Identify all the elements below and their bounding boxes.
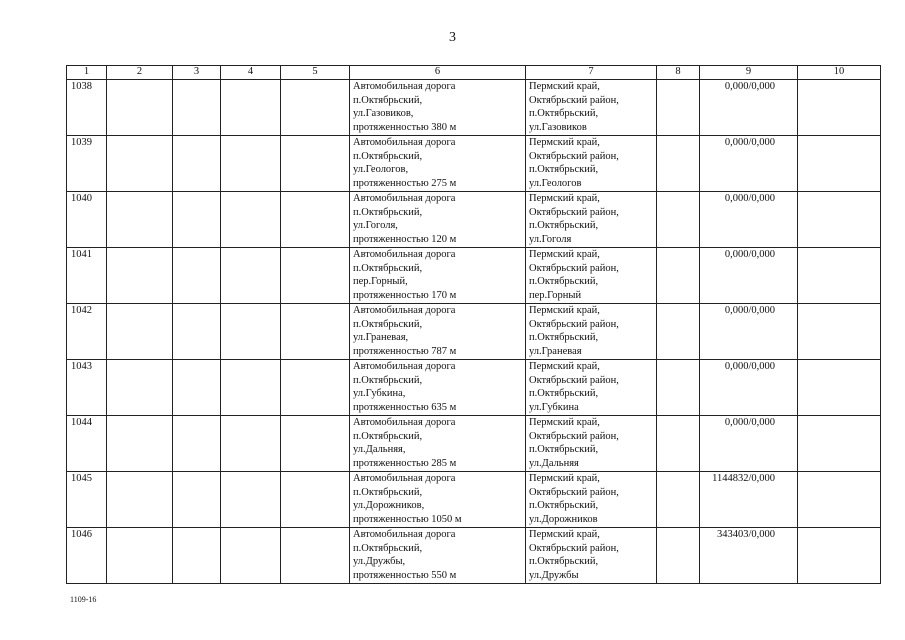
empty-cell <box>798 304 881 360</box>
empty-cell <box>221 360 281 416</box>
empty-cell <box>107 472 173 528</box>
empty-cell <box>107 192 173 248</box>
row-number-cell: 1041 <box>67 248 107 304</box>
empty-cell <box>798 472 881 528</box>
empty-cell <box>657 80 700 136</box>
table-row <box>67 472 881 528</box>
object-name-cell <box>350 416 526 472</box>
empty-cell <box>107 80 173 136</box>
empty-cell <box>657 416 700 472</box>
column-header: 5 <box>281 66 350 80</box>
empty-cell <box>798 360 881 416</box>
row-number-cell: 1045 <box>67 472 107 528</box>
empty-cell <box>281 360 350 416</box>
empty-cell <box>281 248 350 304</box>
empty-cell <box>798 416 881 472</box>
table-row <box>67 360 881 416</box>
header-row <box>67 66 881 80</box>
row-number-cell: 1046 <box>67 528 107 584</box>
column-header: 8 <box>657 66 700 80</box>
location-cell <box>526 416 657 472</box>
page-number: 3 <box>449 30 456 45</box>
empty-cell <box>281 304 350 360</box>
value-cell: 0,000/0,000 <box>700 80 798 136</box>
empty-cell <box>221 472 281 528</box>
empty-cell <box>281 472 350 528</box>
location-text: Пермский край, Октябрьский район, п.Октябрьский, ул.Губкина <box>529 361 619 413</box>
empty-cell <box>281 136 350 192</box>
location-cell <box>526 136 657 192</box>
empty-cell <box>107 248 173 304</box>
table-row <box>67 136 881 192</box>
empty-cell <box>281 80 350 136</box>
empty-cell <box>173 192 221 248</box>
value-cell: 343403/0,000 <box>700 528 798 584</box>
column-header: 2 <box>107 66 173 80</box>
location-cell <box>526 360 657 416</box>
row-number-cell: 1038 <box>67 80 107 136</box>
column-header: 7 <box>526 66 657 80</box>
empty-cell <box>798 248 881 304</box>
location-text: Пермский край, Октябрьский район, п.Октябрьский, ул.Геологов <box>529 137 619 189</box>
empty-cell <box>173 136 221 192</box>
empty-cell <box>221 416 281 472</box>
location-cell <box>526 528 657 584</box>
table-row <box>67 416 881 472</box>
column-header: 9 <box>700 66 798 80</box>
object-name-cell <box>350 472 526 528</box>
object-name-cell <box>350 136 526 192</box>
row-number-cell: 1040 <box>67 192 107 248</box>
value-cell: 0,000/0,000 <box>700 416 798 472</box>
object-name-text: Автомобильная дорога п.Октябрьский, ул.Граневая, протяженностью 787 м <box>353 305 457 357</box>
location-text: Пермский край, Октябрьский район, п.Октябрьский, ул.Дорожников <box>529 473 619 525</box>
location-cell <box>526 248 657 304</box>
empty-cell <box>281 416 350 472</box>
registry-table <box>66 65 881 584</box>
empty-cell <box>798 136 881 192</box>
object-name-text: Автомобильная дорога п.Октябрьский, пер.Горный, протяженностью 170 м <box>353 249 457 301</box>
value-cell: 0,000/0,000 <box>700 136 798 192</box>
table-row <box>67 80 881 136</box>
column-header: 3 <box>173 66 221 80</box>
empty-cell <box>107 304 173 360</box>
empty-cell <box>657 360 700 416</box>
object-name-cell <box>350 304 526 360</box>
object-name-cell <box>350 360 526 416</box>
empty-cell <box>173 472 221 528</box>
value-cell: 0,000/0,000 <box>700 248 798 304</box>
row-number-cell: 1044 <box>67 416 107 472</box>
empty-cell <box>173 248 221 304</box>
value-cell: 0,000/0,000 <box>700 304 798 360</box>
empty-cell <box>107 360 173 416</box>
table-row <box>67 304 881 360</box>
footer-document-code: 1109-16 <box>70 595 97 604</box>
empty-cell <box>107 528 173 584</box>
empty-cell <box>107 416 173 472</box>
empty-cell <box>657 192 700 248</box>
empty-cell <box>221 248 281 304</box>
location-text: Пермский край, Октябрьский район, п.Октябрьский, ул.Газовиков <box>529 81 619 133</box>
location-text: Пермский край, Октябрьский район, п.Октябрьский, пер.Горный <box>529 249 619 301</box>
empty-cell <box>657 304 700 360</box>
empty-cell <box>173 416 221 472</box>
value-cell: 0,000/0,000 <box>700 360 798 416</box>
empty-cell <box>173 80 221 136</box>
location-text: Пермский край, Октябрьский район, п.Октябрьский, ул.Дружбы <box>529 529 619 581</box>
empty-cell <box>281 528 350 584</box>
empty-cell <box>657 248 700 304</box>
object-name-text: Автомобильная дорога п.Октябрьский, ул.Дружбы, протяженностью 550 м <box>353 529 457 581</box>
column-header: 6 <box>350 66 526 80</box>
empty-cell <box>173 360 221 416</box>
location-cell <box>526 472 657 528</box>
empty-cell <box>173 528 221 584</box>
value-cell: 0,000/0,000 <box>700 192 798 248</box>
empty-cell <box>798 192 881 248</box>
empty-cell <box>221 528 281 584</box>
empty-cell <box>173 304 221 360</box>
location-cell <box>526 192 657 248</box>
table-row <box>67 528 881 584</box>
empty-cell <box>221 304 281 360</box>
empty-cell <box>221 136 281 192</box>
object-name-cell <box>350 192 526 248</box>
empty-cell <box>798 80 881 136</box>
location-text: Пермский край, Октябрьский район, п.Октябрьский, ул.Дальняя <box>529 417 619 469</box>
empty-cell <box>107 136 173 192</box>
column-header: 4 <box>221 66 281 80</box>
row-number-cell: 1039 <box>67 136 107 192</box>
table-row <box>67 248 881 304</box>
location-cell <box>526 80 657 136</box>
location-cell <box>526 304 657 360</box>
empty-cell <box>798 528 881 584</box>
object-name-text: Автомобильная дорога п.Октябрьский, ул.Дальняя, протяженностью 285 м <box>353 417 457 469</box>
object-name-cell <box>350 248 526 304</box>
object-name-text: Автомобильная дорога п.Октябрьский, ул.Гоголя, протяженностью 120 м <box>353 193 457 245</box>
location-text: Пермский край, Октябрьский район, п.Октябрьский, ул.Граневая <box>529 305 619 357</box>
location-text: Пермский край, Октябрьский район, п.Октябрьский, ул.Гоголя <box>529 193 619 245</box>
row-number-cell: 1042 <box>67 304 107 360</box>
object-name-text: Автомобильная дорога п.Октябрьский, ул.Губкина, протяженностью 635 м <box>353 361 457 413</box>
empty-cell <box>657 472 700 528</box>
column-header: 10 <box>798 66 881 80</box>
object-name-cell <box>350 528 526 584</box>
row-number-cell: 1043 <box>67 360 107 416</box>
empty-cell <box>221 192 281 248</box>
table-row <box>67 192 881 248</box>
empty-cell <box>657 528 700 584</box>
object-name-text: Автомобильная дорога п.Октябрьский, ул.Геологов, протяженностью 275 м <box>353 137 457 189</box>
object-name-cell <box>350 80 526 136</box>
column-header: 1 <box>67 66 107 80</box>
empty-cell <box>281 192 350 248</box>
object-name-text: Автомобильная дорога п.Октябрьский, ул.Газовиков, протяженностью 380 м <box>353 81 457 133</box>
object-name-text: Автомобильная дорога п.Октябрьский, ул.Дорожников, протяженностью 1050 м <box>353 473 462 525</box>
empty-cell <box>221 80 281 136</box>
empty-cell <box>657 136 700 192</box>
value-cell: 1144832/0,000 <box>700 472 798 528</box>
